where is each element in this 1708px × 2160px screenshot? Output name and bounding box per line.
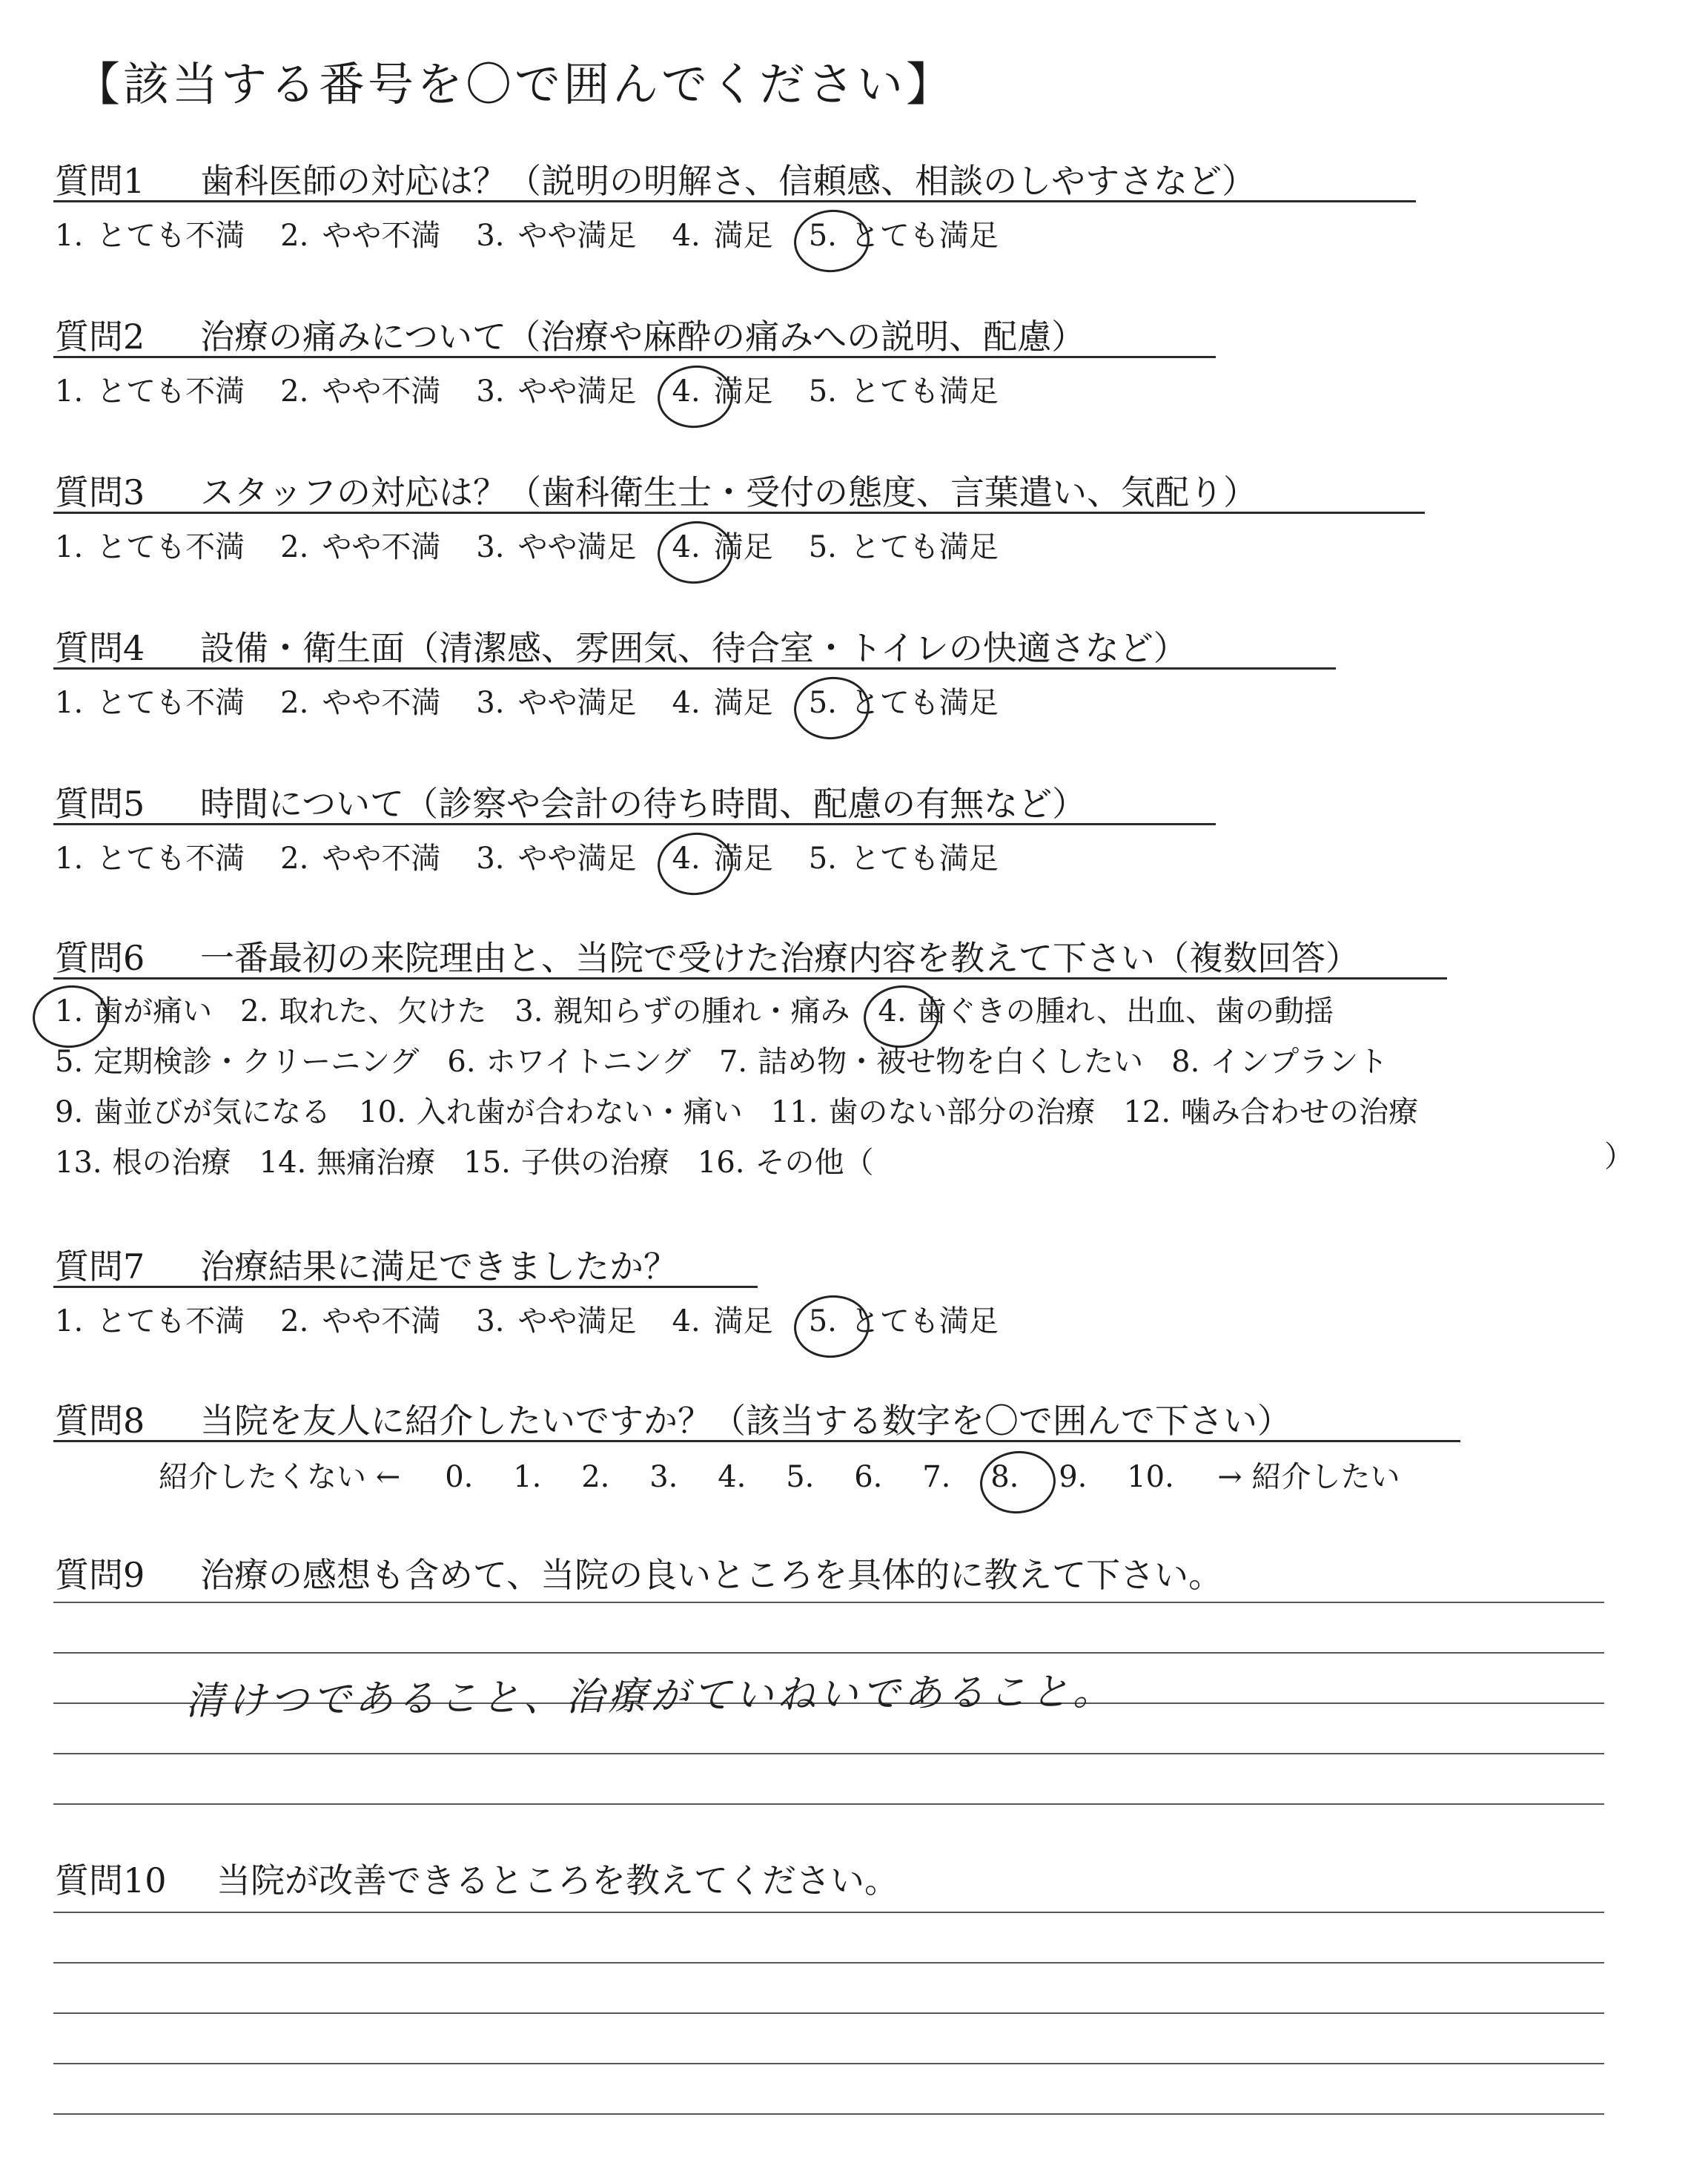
option-label: 親知らずの腫れ・痛み [553, 994, 850, 1028]
option-label: 満足 [713, 1304, 773, 1338]
option-number: 1. [55, 374, 84, 409]
scale-option[interactable] [809, 1298, 999, 1340]
option-label: とても不満 [96, 219, 245, 253]
option-label: やや不満 [322, 219, 441, 253]
option-number: 7. [718, 1045, 748, 1079]
option-number: 5. [808, 842, 837, 876]
option-number: 5. [809, 219, 837, 253]
question-6-row-2 [55, 1038, 1416, 1080]
reason-option[interactable] [240, 988, 486, 1030]
question-5-title [55, 777, 1086, 826]
question-4-underline [53, 667, 1336, 670]
recommend-score[interactable]: 7. [922, 1460, 951, 1494]
option-label: やや満足 [517, 686, 637, 720]
reason-option[interactable] [1123, 1089, 1418, 1131]
selection-circle [654, 829, 735, 899]
question-8-scale [159, 1453, 1400, 1496]
recommend-score[interactable]: 8. [990, 1460, 1059, 1494]
option-label: 根の治療 [112, 1146, 231, 1180]
option-label: やや満足 [517, 219, 637, 253]
reason-option[interactable] [359, 1089, 743, 1131]
option-number: 1. [55, 530, 84, 564]
question-text: 当院を友人に紹介したいですか？（該当する数字を〇で囲んで下さい） [200, 1401, 1291, 1441]
question-number: 質問6 [55, 938, 145, 978]
recommend-score[interactable]: 10. [1127, 1460, 1174, 1494]
scale-option[interactable] [280, 1298, 440, 1340]
question-8-underline [53, 1440, 1460, 1442]
option-number: 12. [1123, 1095, 1171, 1129]
question-5-underline [53, 823, 1216, 825]
option-label: やや不満 [322, 530, 441, 564]
scale-option[interactable] [55, 679, 245, 721]
option-label: その他（ [755, 1146, 874, 1180]
question-6-row-3 [55, 1089, 1446, 1131]
reason-option[interactable] [719, 1038, 1143, 1080]
other-close-paren: ） [1604, 1140, 1634, 1174]
recommend-score[interactable]: 5. [786, 1460, 815, 1494]
option-number: 4. [672, 219, 701, 253]
option-number: 1. [55, 219, 84, 253]
option-label: 満足 [713, 374, 773, 409]
recommend-score[interactable]: 1. [513, 1460, 542, 1494]
scale-option[interactable] [476, 212, 636, 254]
question-number: 質問2 [55, 317, 145, 357]
option-label: とても不満 [96, 686, 245, 720]
option-label: 噛み合わせの治療 [1181, 1095, 1419, 1129]
recommend-score[interactable]: 2. [581, 1460, 610, 1494]
reason-option[interactable] [259, 1139, 436, 1181]
question-text: 治療の痛みについて（治療や麻酔の痛みへの説明、配慮） [200, 317, 1086, 357]
question-text: スタッフの対応は？（歯科衛生士・受付の態度、言葉遣い、気配り） [200, 472, 1257, 512]
question-7-underline [53, 1286, 758, 1288]
recommend-score[interactable]: 9. [1059, 1460, 1088, 1494]
scale-option[interactable] [809, 212, 999, 254]
recommend-score[interactable]: 3. [649, 1460, 678, 1494]
question-3-title [55, 466, 1257, 515]
scale-option[interactable] [280, 368, 440, 410]
reason-option[interactable] [698, 1139, 874, 1181]
option-label: 定期検診・クリーニング [93, 1045, 420, 1079]
option-label: とても不満 [96, 374, 245, 409]
option-label: やや不満 [322, 1304, 441, 1338]
reason-option[interactable] [514, 988, 850, 1030]
question-2-title [55, 310, 1085, 359]
scale-option[interactable] [672, 212, 773, 254]
question-1-title [55, 154, 1256, 203]
option-number: 2. [280, 530, 309, 564]
reason-option[interactable] [55, 1139, 231, 1181]
option-number: 14. [259, 1146, 307, 1180]
scale-option[interactable] [809, 679, 999, 721]
option-number: 2. [240, 994, 269, 1028]
option-label: とても満足 [850, 842, 999, 876]
option-label: やや不満 [322, 842, 441, 876]
option-number: 3. [476, 1304, 505, 1338]
scale-option[interactable] [280, 835, 440, 877]
question-number: 質問8 [55, 1401, 145, 1441]
option-number: 3. [514, 994, 543, 1028]
option-label: とても不満 [96, 1304, 245, 1338]
answer-line [53, 1753, 1604, 1754]
recommend-score[interactable]: 6. [854, 1460, 883, 1494]
question-number: 質問5 [55, 784, 145, 824]
option-label: やや満足 [517, 1304, 637, 1338]
question-5-options [55, 835, 1034, 877]
answer-line [53, 1962, 1604, 1964]
scale-option[interactable] [476, 524, 636, 566]
question-number: 質問10 [55, 1860, 167, 1900]
question-text: 治療の感想も含めて、当院の良いところを具体的に教えて下さい。 [200, 1555, 1223, 1595]
question-6-row-4 [55, 1139, 902, 1181]
question-text: 当院が改善できるところを教えてください。 [216, 1860, 898, 1900]
reason-option[interactable] [55, 988, 212, 1030]
question-7-title [55, 1240, 678, 1289]
answer-line [53, 1602, 1604, 1603]
option-number: 4. [672, 374, 701, 409]
option-number: 4. [672, 842, 701, 876]
option-number: 4. [672, 530, 701, 564]
option-number: 13. [55, 1146, 102, 1180]
scale-option[interactable] [280, 679, 440, 721]
question-10-title [55, 1854, 898, 1903]
scale-option[interactable] [476, 679, 636, 721]
question-8-title [55, 1394, 1291, 1443]
scale-option[interactable] [672, 368, 773, 410]
option-label: とても不満 [96, 842, 245, 876]
option-number: 3. [476, 374, 505, 409]
option-label: やや不満 [322, 686, 441, 720]
question-3-options [55, 524, 1034, 566]
selection-circle [791, 1292, 873, 1361]
option-number: 1. [55, 1304, 84, 1338]
question-2-underline [53, 356, 1216, 358]
option-number: 2. [280, 686, 309, 720]
question-9-title [55, 1548, 1222, 1597]
answer-line [53, 1652, 1604, 1654]
option-label: 詰め物・被せ物を白くしたい [758, 1045, 1144, 1079]
option-label: 入れ歯が合わない・痛い [416, 1095, 743, 1129]
option-number: 4. [672, 1304, 701, 1338]
scale-option[interactable] [809, 524, 999, 566]
option-label: 歯が痛い [93, 994, 213, 1028]
option-number: 11. [770, 1095, 818, 1129]
answer-line [53, 1803, 1604, 1805]
option-label: 満足 [713, 219, 773, 253]
option-label: とても満足 [850, 686, 999, 720]
question-1-options [55, 212, 1034, 254]
option-number: 4. [672, 686, 701, 720]
option-number: 16. [697, 1146, 745, 1180]
question-1-underline [53, 200, 1416, 202]
scale-option[interactable] [55, 212, 245, 254]
question-number: 質問1 [55, 161, 145, 201]
question-6-title [55, 931, 1360, 980]
question-7-options [55, 1298, 1034, 1340]
option-number: 6. [447, 1045, 476, 1079]
option-label: 無痛治療 [317, 1146, 436, 1180]
option-label: 子供の治療 [520, 1146, 669, 1180]
option-number: 1. [55, 842, 84, 876]
option-number: 5. [808, 530, 837, 564]
page-title: 【該当する番号を〇で囲んでください】 [74, 57, 956, 111]
reason-option[interactable] [1171, 1038, 1388, 1080]
question-6-underline [53, 977, 1447, 980]
reason-option[interactable] [771, 1089, 1096, 1131]
option-label: 満足 [713, 686, 773, 720]
reason-option[interactable] [55, 1089, 331, 1131]
option-number: 5. [809, 686, 837, 720]
scale-option[interactable] [476, 368, 636, 410]
option-label: 満足 [713, 842, 773, 876]
scale-option[interactable] [672, 524, 773, 566]
scale-option[interactable] [809, 835, 999, 877]
scale-option[interactable] [280, 212, 440, 254]
reason-option[interactable] [447, 1038, 691, 1080]
option-label: とても満足 [850, 219, 999, 253]
question-text: 設備・衛生面（清潔感、雰囲気、待合室・トイレの快適さなど） [200, 628, 1188, 668]
question-text: 歯科医師の対応は？（説明の明解さ、信頼感、相談のしやすさなど） [200, 161, 1257, 201]
reason-option[interactable] [463, 1139, 669, 1181]
handwritten-answer: 清けつであること、治療がていねいであること。 [185, 1669, 1116, 1724]
scale-high-label: → 紹介したい [1217, 1460, 1400, 1494]
question-number: 質問9 [55, 1555, 145, 1595]
option-number: 15. [463, 1146, 511, 1180]
scale-option[interactable] [476, 1298, 636, 1340]
option-number: 2. [280, 842, 309, 876]
question-number: 質問7 [55, 1246, 145, 1287]
option-label: やや満足 [517, 374, 637, 409]
option-number: 8. [1171, 1045, 1200, 1079]
option-number: 1. [55, 994, 83, 1028]
scale-option[interactable] [672, 679, 773, 721]
option-label: 歯並びが気になる [93, 1095, 331, 1129]
option-number: 3. [476, 842, 505, 876]
selection-circle [791, 206, 873, 276]
scale-option[interactable] [476, 835, 636, 877]
selection-circle [791, 673, 873, 743]
question-3-underline [53, 512, 1425, 514]
option-number: 3. [476, 686, 505, 720]
scale-option[interactable] [55, 1298, 245, 1340]
option-label: インプラント [1210, 1045, 1388, 1079]
selection-circle [654, 518, 735, 587]
question-text: 治療結果に満足できましたか？ [200, 1246, 678, 1287]
question-number: 質問4 [55, 628, 145, 668]
answer-line [53, 1912, 1604, 1913]
option-label: やや不満 [322, 374, 441, 409]
option-label: 歯ぐきの腫れ、出血、歯の動揺 [916, 994, 1334, 1028]
reason-option[interactable] [878, 988, 1334, 1030]
question-2-options [55, 368, 1034, 410]
option-label: 取れた、欠けた [279, 994, 487, 1028]
selection-circle [654, 362, 735, 432]
question-4-options [55, 679, 1034, 721]
option-number: 2. [280, 1304, 309, 1338]
option-number: 1. [55, 686, 84, 720]
option-label: 歯のない部分の治療 [828, 1095, 1096, 1129]
option-number: 9. [55, 1095, 84, 1129]
option-number: 5. [55, 1045, 84, 1079]
option-label: 満足 [713, 530, 773, 564]
scale-option[interactable] [809, 368, 999, 410]
answer-line [53, 2063, 1604, 2064]
scale-option[interactable] [672, 835, 773, 877]
selection-circle [977, 1447, 1059, 1517]
option-number: 2. [280, 219, 309, 253]
option-number: 5. [808, 374, 837, 409]
scale-option[interactable] [280, 524, 440, 566]
question-6-row-1 [55, 988, 1362, 1030]
option-number: 5. [809, 1304, 837, 1338]
option-label: とても不満 [96, 530, 245, 564]
option-number: 3. [476, 219, 505, 253]
question-number: 質問3 [55, 472, 145, 512]
recommend-score[interactable]: 0. [445, 1460, 474, 1494]
question-text: 時間について（診察や会計の待ち時間、配慮の有無など） [200, 784, 1087, 824]
reason-option[interactable] [55, 1038, 419, 1080]
answer-line [53, 2113, 1604, 2115]
option-number: 3. [476, 530, 505, 564]
scale-option[interactable] [55, 835, 245, 877]
scale-option[interactable] [672, 1298, 773, 1340]
scale-option[interactable] [55, 368, 245, 410]
option-label: やや満足 [517, 842, 637, 876]
option-label: やや満足 [517, 530, 637, 564]
option-number: 10. [359, 1095, 406, 1129]
answer-line [53, 2012, 1604, 2014]
option-label: ホワイトニング [486, 1045, 691, 1079]
option-number: 4. [878, 994, 907, 1028]
question-4-title [55, 621, 1188, 670]
option-label: とても満足 [850, 1304, 999, 1338]
question-text: 一番最初の来院理由と、当院で受けた治療内容を教えて下さい（複数回答） [200, 938, 1360, 978]
option-label: とても満足 [850, 374, 999, 409]
scale-option[interactable] [55, 524, 245, 566]
option-number: 2. [280, 374, 309, 409]
scale-low-label: 紹介したくない ← [159, 1460, 401, 1494]
option-label: とても満足 [850, 530, 999, 564]
recommend-score[interactable]: 4. [718, 1460, 747, 1494]
